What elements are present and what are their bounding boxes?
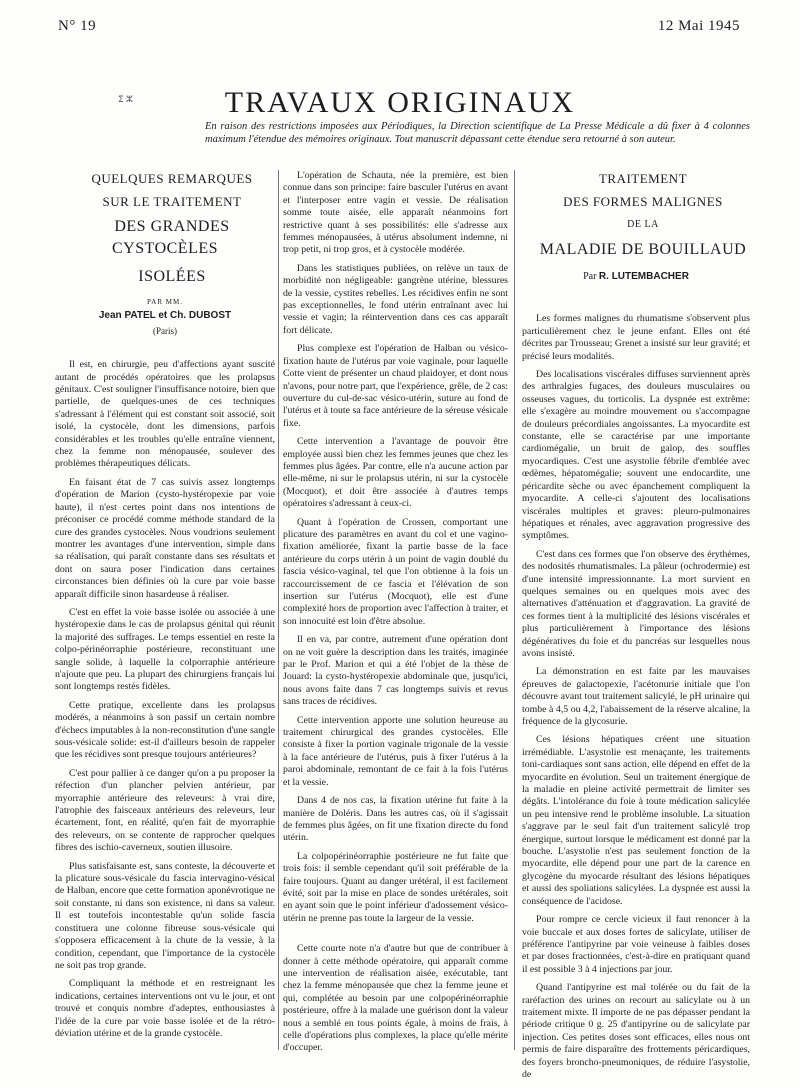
paragraph: Les formes malignes du rhumatisme s'observent plus particulièrement chez le jeune enfant. Elles ont été décrites par Trousseau; Grenet a insisté sur leur gravité; et précisé leurs modalités. (522, 313, 750, 362)
paragraph: Plus satisfaisante est, sans conteste, la découverte et la plicature sous-vésicale du fascia intervagino-vésical de Halban, encore que cette formation aponévrotique ne soit constante, ni dans son existence, ni dans sa valeur. Il est toutefois incontestable qu'un solide fascia constituera une colonne fibreuse sous-vésicale qui s'opposera efficacement à la chute de la vessie, à la condition, cependant, que l'importance de la cystocèle ne soit pas trop grande. (55, 860, 275, 971)
paragraph: C'est dans ces formes que l'on observe des érythèmes, des nodosités rhumatismales. La pâleur (ochrodermie) est d'une intensité impressionnante. La mort survient en quelques semaines ou en quelques mois avec des alternatives d'atténuation et d'aggravation. La gravité de ces formes tient à la multiplicité des lésions viscérales et plus particulièrement à l'importance des lésions dégénératives du foie et du pancréas sur lesquelles nous avons insisté. (522, 548, 750, 659)
article2-title-line: DE LA (627, 219, 659, 230)
issue-number: N° 19 (58, 18, 97, 34)
article1-title-line: QUELQUES REMARQUES (91, 171, 253, 186)
paragraph: La colpopérinéorraphie postérieure ne fut faite que trois fois: il semble cependant qu'il soit préférable de la faire toujours. Quant au danger urétéral, il est facilement évité, soit par la mise en place de sondes urétérales, soit en ayant soin que le point inférieur d'adossement vésico-utérin ne prenne pas toute la largeur de la vessie. (283, 850, 508, 924)
paragraph: Ces lésions hépatiques créent une situation irrémédiable. L'asystolie est menaçante, les traitements toni-cardiaques sont sans action, elle dépend en effet de la myocardite en évolution. Seul un traitement énergique de la maladie en pleine activité permettrait de limiter ses dégâts. L'intolérance du foie à toute médication salicylée un peu intensive rend le problème insoluble. La situation s'aggrave par le seul fait d'un traitement salicylé trop énergique, surtout lorsque le médicament est donné par la bouche. L'asystolie n'est pas seulement fonction de la myocardite, elle dépend pour une part de la carence en glycogène du myocarde résultant des lésions hépatiques et aussi des spoliations salicylées. La dyspnée est aussi la conséquence de l'acidose. (522, 734, 750, 907)
paragraph: Cette intervention a l'avantage de pouvoir être employée aussi bien chez les femmes jeunes que chez les femmes plus âgées. Par contre, elle n'a aucune action par elle-même, ni sur le prolapsus utérin, ni sur la cystocèle (Mocquot), et doit être associée à d'autres temps opératoires s'adressant à ceux-ci. (283, 436, 508, 510)
paragraph: Quant à l'opération de Crossen, comportant une plicature des paramètres en avant du col et une vagino-fixation améliorée, fixant la partie basse de la face antérieure du corps utérin à un point de vagin doublé du fascia vésico-vaginal, tel que l'on obtienne à la fois un raccourcissement de ce fascia et l'élévation de son insertion sur l'utérus (Mocquot), elle est d'une complexité hors de proportion avec l'affection à traiter, et son innocuité est loin d'être absolue. (283, 516, 508, 627)
paragraph: C'est en effet la voie basse isolée ou associée à une hystéropexie dans le cas de prolapsus génital qui réunit la majorité des suffrages. Le temps essentiel en reste la colpo-périnéorraphie postérieure, reconstituant une sangle solide, à laquelle la colporraphie antérieure n'ajoute que peu. La plupart des chirurgiens français lui sont longtemps restés fidèles. (55, 606, 275, 693)
article2-heading (522, 170, 750, 261)
article2-column (522, 170, 750, 1087)
article2-author: R. LUTEMBACHER (598, 271, 689, 282)
article2-byline-par: Par (583, 271, 597, 282)
article1-par: PAR MM. (147, 298, 183, 306)
article1-column2 (283, 170, 508, 1061)
paragraph: Plus complexe est l'opération de Halban ou vésico-fixation haute de l'utérus par voie vaginale, pour laquelle Cotte vient de présenter un chaud plaidoyer, et dont nous n'avons, pour notre part, que l'expérience, grêle, de 2 cas: ouverture du cul-de-sac vésico-utérin, suture au fond de l'utérus et à toute sa face antérieure de la séreuse vésicale fixe. (283, 343, 508, 429)
paragraph: Cette pratique, excellente dans les prolapsus modérés, a néanmoins à son passif un certain nombre d'échecs imputables à la non-reconstitution d'une sangle sous-vésicale solide: est-il d'ailleurs besoin de rappeler que les récidives sont presque toujours antérieures? (55, 699, 275, 761)
paragraph: C'est pour pallier à ce danger qu'on a pu proposer la réfection d'un plancher pelvien antérieur, par myorraphie antérieure des releveurs: à vrai dire, l'atrophie des faisceaux antérieurs des releveurs, leur écartement, font, en réalité, qu'en fait de myorraphie des releveurs, on se contente de rapprocher quelques fibres des ischio-caverneux, soutien illusoire. (55, 767, 275, 854)
article2-title-line: MALADIE DE BOUILLAUD (539, 241, 747, 258)
paragraph: Des localisations viscérales diffuses surviennent après des arthralgies fugaces, des douleurs musculaires ou osseuses vagues, du torticolis. La dyspnée est extrême: elle s'exagère au moindre mouvement ou s'accompagne de douleurs précordiales angoissantes. La myocardite est constante, elle se caractérise par une importante cardiomégalie, un bruit de galop, des souffles myocardiques. C'est une asystolie fébrile d'emblée avec œdèmes, hépatomégalie; souvent une endocardite, une péricardite sèche ou avec épanchement compliquent la myocardite. A celle-ci s'ajoutent des localisations viscérales multiples et graves: pleuro-pulmonaires hépatiques et rénales, avec aggravation progressive des symptômes. (522, 369, 750, 542)
article1-title-line: SUR LE TRAITEMENT (102, 194, 242, 209)
editorial-notice: En raison des restrictions imposées aux Périodiques, la Direction scientifique de La Presse Médicale a dû fixer à 4 colonnes maximum l'étendue des mémoires originaux. Tout manuscrit dépassant cette étendue sera retourné à son auteur. (205, 121, 750, 145)
column-rule (514, 170, 515, 1050)
article1-column1 (55, 170, 275, 1046)
paragraph: Cette courte note n'a d'autre but que de contribuer à donner à cette méthode opératoire, qui apparaît comme une intervention de réalisation aisée, exécutable, tant chez la femme ménopausée que chez la femme jeune et qui, complétée au besoin par une colpopérinéorraphie postérieure, offre à la malade une guérison dont la valeur nous a semblé en tous points égale, à moins de frais, à celle d'opérations plus complexes, la place qu'elle mérite d'occuper. (283, 943, 508, 1054)
article1-authors: Jean PATEL et Ch. DUBOST (98, 310, 232, 322)
article1-heading (55, 170, 275, 288)
article2-byline (522, 271, 750, 283)
column-rule (278, 170, 279, 1050)
paragraph: Il en va, par contre, autrement d'une opération dont on ne voit guère la description dans les traités, imaginée par le Prof. Marion et qui a été l'objet de la thèse de Jouard: la cysto-hystéropexie abdominale que, jusqu'ici, nous avons faite dans 7 cas longtemps suivis et revus sans traces de récidives. (283, 634, 508, 708)
section-title: TRAVAUX ORIGINAUX (224, 86, 576, 120)
paragraph: Pour rompre ce cercle vicieux il faut renoncer à la voie buccale et aux doses fortes de salicylate, utiliser de préférence l'antipyrine par voie veineuse à faibles doses et par doses fractionnées, c'est-à-dire en pratiquant quand il est possible 3 à 4 injections par jour. (522, 914, 750, 975)
paragraph: Cette intervention apporte une solution heureuse au traitement chirurgical des grandes cystocèles. Elle consiste à fixer la portion vaginale trigonale de la vessie à la face antérieure de l'utérus, puis à fixer l'utérus à la paroi abdominale, remontant de ce fait à la fois l'utérus et la vessie. (283, 714, 508, 788)
article2-title-line: TRAITEMENT (598, 171, 688, 186)
issue-date: 12 Mai 1945 (657, 18, 740, 34)
article2-title-line: DES FORMES MALIGNES (563, 194, 723, 209)
article1-title-line: ISOLÉES (138, 268, 206, 285)
paragraph: Dans 4 de nos cas, la fixation utérine fut faite à la manière de Doléris. Dans les autres cas, où il s'agissait de femmes plus âgées, on fit une fixation directe du fond utérin. (283, 795, 508, 844)
article2-body (522, 313, 750, 1081)
paragraph: Compliquant la méthode et en restreignant les indications, certaines interventions ont vu le jour, et ont trouvé et conquis nombre d'adeptes, enthousiastes à l'idée de la cure par voie basse isolée et de la rétro-déviation utérine et de la grande cystocèle. (55, 978, 275, 1039)
paragraph: L'opération de Schauta, née la première, est bien connue dans son principe: faire basculer l'utérus en avant et l'interposer entre vagin et vessie. De réalisation somme toute aisée, elle apparaît néanmoins fort restrictive quant à ses possibilités: elle s'adresse aux femmes ménopausées, à utérus absolument indemne, ni trop petit, ni trop gros, et à cystocèle modérée. (283, 170, 508, 256)
paragraph: Quand l'antipyrine est mal tolérée ou du fait de la raréfaction des urines on recourt au salicylate ou à un traitement mixte. Il importe de ne pas dépasser pendant la période critique 0 g. 25 d'antipyrine ou de salicylate par injection. Ces petites doses sont efficaces, elles nous ont permis de faire disparaître des frottements péricardiques, des foyers broncho-pneumoniques, de réduire l'asystolie, de (522, 982, 750, 1080)
paragraph: La démonstration en est faite par les mauvaises épreuves de galactopexie, l'acétonurie initiale que l'on découvre avant tout traitement salicylé, le pH urinaire qui tombe à 4,5 ou 4,2, l'abaissement de la réserve alcaline, la fréquence de la glycosurie. (522, 666, 750, 727)
paragraph: En faisant état de 7 cas suivis assez longtemps d'opération de Marion (cysto-hystéropexie par voie haute), il n'est certes point dans nos intentions de préconiser ce procédé comme méthode standard de la cure des grandes cystocèles. Nous voudrions seulement montrer les avantages d'une intervention, simple dans sa réalisation, qui paraît constante dans ses résultats et dont on saura poser l'indication dans certaines circonstances bien définies où la cure par voie basse apparaît difficile sinon hasardeuse à réaliser. (55, 476, 275, 600)
article1-title-line: DES GRANDES CYSTOCÈLES (111, 218, 230, 257)
paragraph: Il est, en chirurgie, peu d'affections ayant suscité autant de procédés opératoires que les prolapsus génitaux. C'est souligner l'insuffisance notoire, bien que partielle, de quelques-unes de ces techniques s'adressant à l'élément qui est constant soit associé, soit isolé, la cystocèle, dont les dimensions, parfois considérables et les troubles qu'elle entraîne viennent, chez la femme non ménopausée, soulever des problèmes thérapeutiques délicats. (55, 359, 275, 470)
paragraph: Dans les statistiques publiées, on relève un taux de morbidité non négligeable: gangrène utérine, blessures de la vessie, cystites rebelles. Les récidives enfin ne sont pas exceptionnelles, le fond utérin entraînant avec lui vessie et vagin; la réintervention dans ces cas apparaît fort délicate. (283, 262, 508, 336)
article1-body-col1 (55, 359, 275, 1040)
library-stamp: ⵉ ⵣ (118, 94, 134, 104)
article1-city: (Paris) (153, 325, 177, 336)
